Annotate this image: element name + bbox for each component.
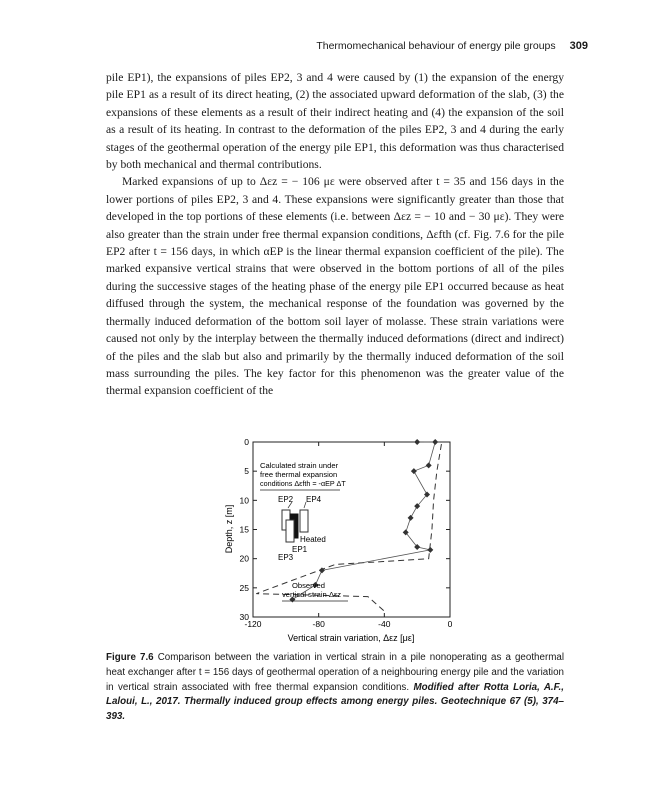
inset-label-ep1: EP1 [292, 545, 308, 554]
observed-marker [432, 439, 438, 445]
strain-depth-chart [220, 430, 480, 645]
caption-source: Modified after Rotta Loria, A.F., Laloui, L., 2017. Thermally induced group effects among energy piles. Geotechnique 67 (5), 374–393. [106, 681, 564, 723]
x-tick-label: -80 [312, 619, 325, 629]
observed-label-2: vertical strain Δεz [282, 590, 342, 599]
x-tick-label: -120 [244, 619, 262, 629]
pile-ep4 [300, 510, 308, 532]
figure-caption [106, 651, 564, 725]
observed-marker [411, 468, 417, 474]
y-tick-label: 25 [239, 582, 249, 593]
inset-label-ep4: EP4 [306, 495, 322, 504]
y-tick-label: 15 [239, 524, 249, 535]
inset-label-ep2: EP2 [278, 495, 294, 504]
observed-marker [426, 462, 432, 468]
paragraph-2: Marked expansions of up to Δεz = − 106 με were observed after t = 35 and 156 days in the lower portions of piles EP2, 3 and 4. These expansions were significantly greater than those that developed in the top portions of these elements (i.e. between Δεz = − 10 and − 30 με). They were also greater than the strain under free thermal expansion conditions, Δεfth (cf. Fig. 7.6 for the pile EP2 after t = 156 days, in which αEP is the linear thermal expansion coefficient of the pile). The marked expansive vertical strains that were observed in the bottom portions of all of the piles during the successive stages of the heating phase of the energy pile EP1 occurred because as heat diffused through the system, the mechanical response of the foundation was governed by the thermally induced deformation of the bottom soil layer of molasse. These strain variations were caused not only by the interplay between the thermally induced deformations (direct and indirect) of the piles and the slab but also and primarily by the thermally induced deformation of the soil mass surrounding the piles. The key factor for this phenomenon was the greater value of the thermal expansion coefficient of the [106, 175, 564, 398]
figure-7-6 [220, 430, 480, 645]
inset-label-heated: Heated [300, 535, 326, 544]
body-text [106, 69, 564, 400]
free-expansion-label-1: Calculated strain under [260, 461, 339, 470]
x-tick-label: -40 [378, 619, 391, 629]
y-axis-title: Depth, z [m] [224, 504, 234, 554]
page-number: 309 [569, 40, 588, 52]
free-expansion-label-3: conditions Δεfth = -αEP ΔT [260, 479, 346, 488]
y-tick-label: 10 [239, 495, 249, 506]
inset-label-ep3: EP3 [278, 553, 294, 562]
observed-marker [408, 515, 414, 521]
observed-marker [414, 439, 420, 445]
y-tick-label: 0 [244, 437, 249, 447]
y-tick-label: 5 [244, 466, 249, 477]
caption-label: Figure 7.6 [106, 652, 154, 663]
caption-text: Comparison between the variation in vertical strain in a pile nonoperating as a geothermal heat exchanger after t = 156 days of geothermal operation of a neighbouring energy pile and the variation in vertical strain associated with free thermal expansion conditions. [106, 652, 564, 693]
x-tick-label: 0 [447, 619, 453, 629]
paragraph-1: pile EP1), the expansions of piles EP2, 3 and 4 were caused by (1) the expansion of the energy pile EP1 as a result of its direct heating, (2) the associated upward deformation of the slab, (3) the expansions of these elements as a result of their indirect heating and (4) the expansion of the soil as a result of its heating. In contrast to the deformation of the piles EP2, 3 and 4 during the early stages of the geothermal operation of the energy pile EP1, this deformation was thus characterised by both mechanical and thermal contributions. [106, 71, 564, 172]
y-tick-label: 20 [239, 553, 249, 564]
observed-label-1: Observed [292, 581, 325, 590]
pile-ep3 [286, 520, 294, 542]
x-axis-title: Vertical strain variation, Δεz [με] [287, 633, 415, 643]
running-title: Thermomechanical behaviour of energy pile groups [316, 40, 556, 52]
free-expansion-label-2: free thermal expansion [260, 470, 338, 479]
running-header [316, 40, 588, 52]
y-tick-label: 30 [239, 612, 249, 622]
observed-marker [427, 547, 433, 553]
